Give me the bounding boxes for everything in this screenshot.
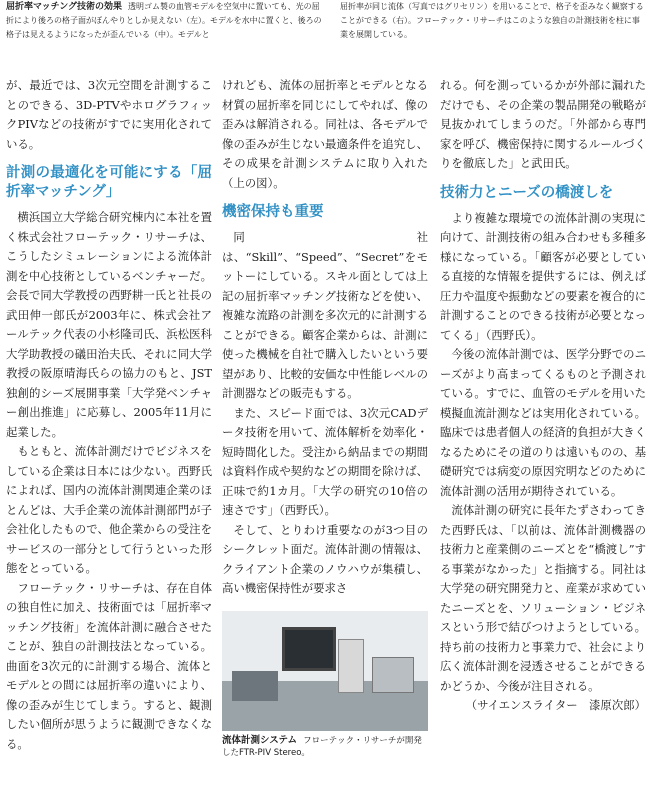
paragraph: また、スピード面では、3次元CADデータ技術を用いて、流体解析を効率化・短時間化した。受注から納品までの期間は資料作成や契約などの期間を除けば、正味で約1カ月。「大学の研究の10倍の速さです」（西野氏）。 <box>222 405 428 517</box>
byline: （サイエンスライター 漆原次郎） <box>465 698 646 712</box>
photo-caption-text: フローテック・リサーチが開発したFTR-PIV Stereo。 <box>222 735 422 758</box>
article-column-1 <box>6 76 212 811</box>
photo-caption <box>222 735 428 759</box>
paragraph: 同社は、“Skill”、“Speed”、“Secret”をモットーにしている。スキル面としては上記の屈折率マッチング技術などを使い、複雑な流路の計測を多次元的に計測することができる。顧客企業からは、計測に使った機械を自社で購入したいという要望があり、比較的安価な中性能レベルの計測器などの販売もする。 <box>222 230 428 400</box>
section-heading: 機密保持も重要 <box>222 204 324 220</box>
caption-left <box>6 0 326 42</box>
section-heading: 計測の最適化を可能にする「屈折率マッチング」 <box>6 165 212 200</box>
caption-right-text: 屈折率が同じ流体（写真ではグリセリン）を用いることで、格子を歪みなく観察することができる（右）。フローテック・リサーチはこのような独自の計測技術を柱に事業を展開している。 <box>340 2 644 39</box>
caption-left-text: 透明ゴム製の血管モデルを空気中に置いても、光の屈折により後ろの格子面がぼんやりとしか見えない（左）。モデルを水中に置くと、後ろの格子は見えるようになったが歪んでいる（中）。モデルと <box>6 2 322 39</box>
photo-caption-title: 流体計測システム <box>222 734 298 746</box>
article-column-3 <box>440 76 646 811</box>
paragraph: が、最近では、3次元空間を計測することのできる、3D-PTVやホログラフィックPIVなどの技術がすでに実用化されている。 <box>6 78 212 151</box>
paragraph: より複雑な環境での流体計測の実現に向けて、計測技術の組み合わせも多種多様になっている。「顧客が必要としている直接的な情報を提供するには、例えば圧力や温度や振動などの要素を複合的に計測することのできる技術が必要となってくる」（西野氏）。 <box>440 210 646 342</box>
paragraph: 流体計測の研究に長年たずさわってきた西野氏は、「以前は、流体計測機器の技術力と産業側のニーズとを“橋渡し”する事業がなかった」と指摘する。同社は大学発の研究開発力と、産業が求めていたニーズとを、ソリューション・ビジネスという形で結びつけようとしている。持ち前の技術力と事業力で、社会により広く流体計測を浸透させることができるかどうか、今後が注目される。 <box>440 503 646 693</box>
computer-tower-icon <box>338 639 364 693</box>
system-photo <box>222 611 428 731</box>
paragraph: けれども、流体の屈折率とモデルとなる材質の屈折率を同じにしてやれば、像の歪みは解消される。同社は、各モデルで像の歪みが生じない最適条件を追究し、その成果を計測システムに取り入れた（上の図）。 <box>222 78 428 190</box>
section-heading: 技術力とニーズの橋渡しを <box>440 184 614 201</box>
measurement-rig <box>232 671 278 701</box>
paragraph: そして、とりわけ重要なのが3つ目のシークレット面だ。流体計測の情報は、クライアント企業のノウハウが集積し、高い機密保持性が要求さ <box>222 522 428 595</box>
paragraph: フローテック・リサーチは、存在自体の独自性に加え、技術面では「屈折率マッチング技術」を流体計測に融合させたことが、独自の計測技法となっている。曲面を3次元的に計測する場合、流体とモデルとの間には屈折率の違いにより、像の歪みが生じてしまう。すると、観測したい個所が思うように観測できなくなる。 <box>6 580 212 751</box>
paragraph: もともと、流体計測だけでビジネスをしている企業は日本には少ない。西野氏によれば、国内の流体計測関連企業のほとんどは、大手企業の流体計測部門が子会社化したもので、他企業からの受注をサービスの一部分として行うといった形態をとっている。 <box>6 444 212 575</box>
article-column-2 <box>222 76 428 811</box>
paragraph: 横浜国立大学総合研究棟内に本社を置く株式会社フローテック・リサーチは、こうしたシミュレーションによる流体計測を中心技術としているベンチャーだ。会長で同大学教授の西野耕一氏と社長の武田伸一郎氏が2003年に、株式会社アールテック代表の小杉隆司氏、浜松医科大学助教授の礒田治夫氏、それに同大学教授の阪原晴海氏らの協力のもと、JST独創的シーズ展開事業「大学発ベンチャー創出推進」に応募し、2005年11月に起業した。 <box>6 210 212 439</box>
monitor-icon <box>282 627 336 671</box>
paragraph: れる。何を測っているかが外部に漏れただけでも、その企業の製品開発の戦略が見抜かれてしまうのだ。「外部から専門家を呼び、機密保持に関するルールづくりを徹底した」と武田氏。 <box>440 78 646 170</box>
figure-caption-top <box>6 0 646 44</box>
paragraph: 今後の流体計測では、医学分野でのニーズがより高まってくるものと予測されている。すでに、血管のモデルを用いた模擬血流計測などは実用化されている。臨床では患者個人の経済的負担が大きくなるためにその道のりは遠いものの、基礎研究では病変の原因究明などのために流体計測の活用が期待されている。 <box>440 347 646 498</box>
light-source <box>372 657 414 693</box>
caption-title: 屈折率マッチング技術の効果 <box>6 2 123 12</box>
